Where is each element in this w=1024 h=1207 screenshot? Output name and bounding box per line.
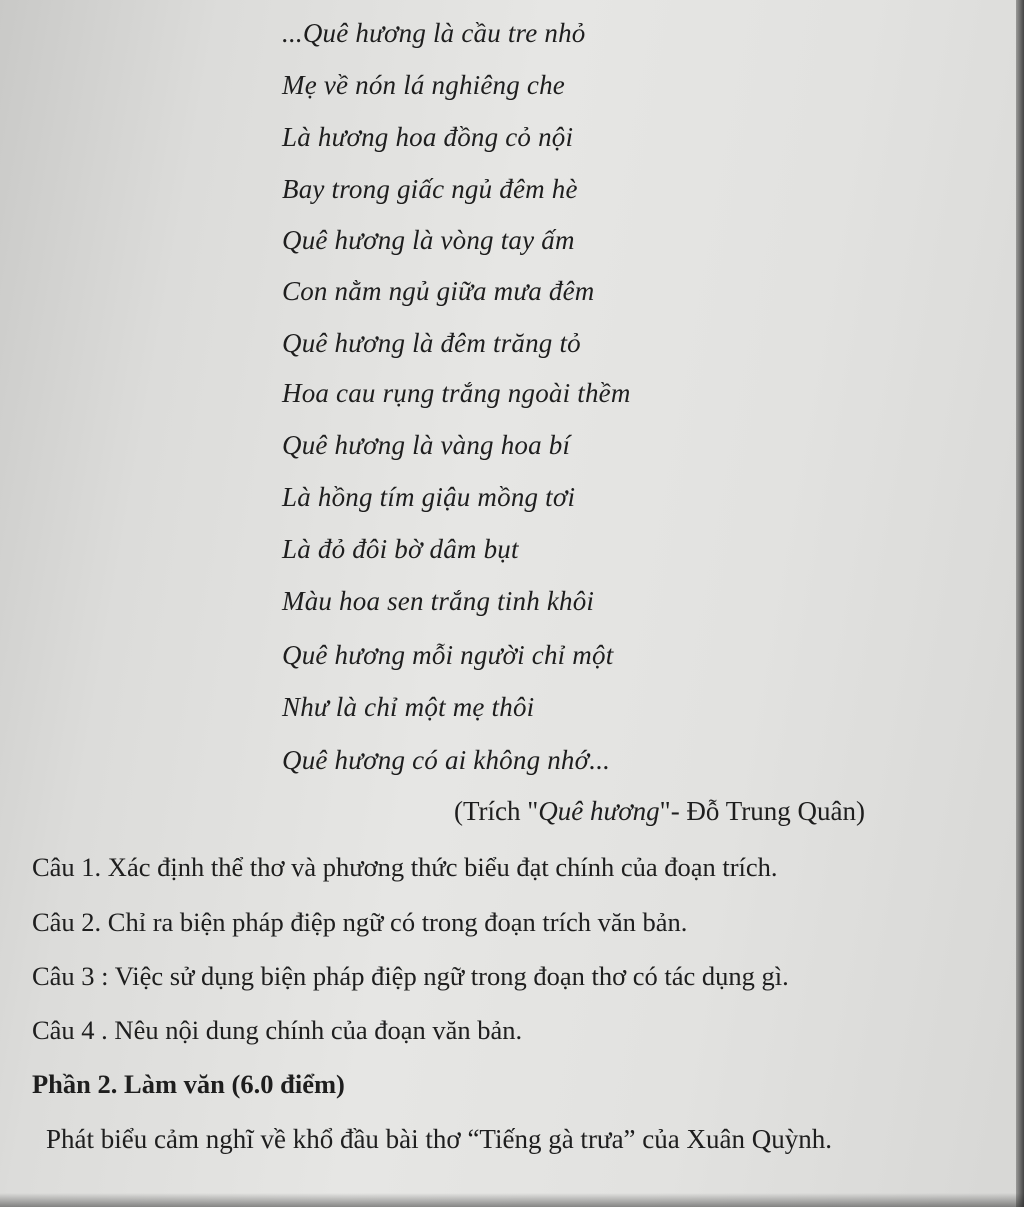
question-3: Câu 3 : Việc sử dụng biện pháp điệp ngữ trong đoạn thơ có tác dụng gì. (32, 961, 789, 991)
part2-heading: Phần 2. Làm văn (6.0 điểm) (32, 1069, 345, 1099)
poem-line: Màu hoa sen trắng tinh khôi (282, 586, 595, 616)
poem-line: Là đỏ đôi bờ dâm bụt (282, 534, 519, 564)
part2-task: Phát biểu cảm nghĩ về khổ đầu bài thơ “Tiếng gà trưa” của Xuân Quỳnh. (46, 1124, 832, 1154)
poem-line: Quê hương là vòng tay ấm (282, 225, 575, 255)
poem-line: Mẹ về nón lá nghiêng che (282, 70, 565, 100)
question-2: Câu 2. Chỉ ra biện pháp điệp ngữ có trong đoạn trích văn bản. (32, 907, 688, 937)
poem-line: Quê hương có ai không nhớ... (282, 745, 611, 775)
poem-source (454, 796, 865, 827)
poem-line: Con nằm ngủ giữa mưa đêm (282, 276, 595, 306)
poem-line: Quê hương mỗi người chỉ một (282, 640, 614, 670)
page-edge-shadow (1016, 0, 1024, 1207)
poem-line: Là hương hoa đồng cỏ nội (282, 122, 574, 152)
poem-line: Hoa cau rụng trắng ngoài thềm (282, 378, 631, 408)
poem-line: Như là chỉ một mẹ thôi (282, 692, 535, 722)
source-suffix: "- Đỗ Trung Quân) (659, 796, 865, 826)
question-1: Câu 1. Xác định thể thơ và phương thức biểu đạt chính của đoạn trích. (32, 852, 778, 882)
page-bottom-shadow (0, 1193, 1024, 1207)
source-prefix: (Trích " (454, 796, 539, 826)
question-4: Câu 4 . Nêu nội dung chính của đoạn văn bản. (32, 1015, 523, 1045)
poem-line: Là hồng tím giậu mồng tơi (282, 482, 576, 512)
source-title: Quê hương (538, 796, 660, 826)
poem-line: Quê hương là vàng hoa bí (282, 430, 571, 460)
poem-line: ...Quê hương là cầu tre nhỏ (282, 18, 586, 48)
poem-line: Quê hương là đêm trăng tỏ (282, 328, 581, 358)
poem-line: Bay trong giấc ngủ đêm hè (282, 174, 578, 204)
